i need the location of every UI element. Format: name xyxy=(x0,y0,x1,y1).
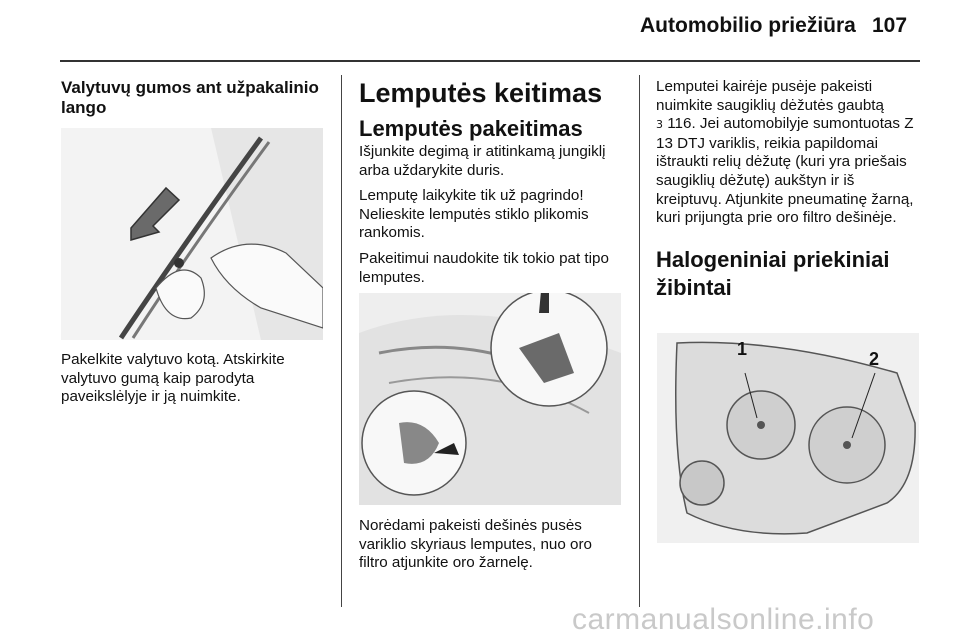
column-1 xyxy=(61,78,327,118)
engine-bay-relay-box-illustration-icon xyxy=(359,293,621,505)
column-2-caption xyxy=(359,517,621,580)
page-reference-number[interactable]: 116 xyxy=(667,115,692,133)
column-1-caption xyxy=(61,351,327,414)
page-reference-arrow-icon: 3 xyxy=(656,118,663,132)
column-divider-1 xyxy=(341,75,342,607)
headlamp-rear-illustration-icon xyxy=(657,333,919,543)
paragraph-same-type: Pakeitimui naudokite tik tokio pat tipo lemputes. xyxy=(359,249,609,286)
paragraph-ignition: Išjunkite degimą ir atitinkamą jungiklį arba uždarykite duris. xyxy=(359,143,606,179)
paragraph-left-bulb xyxy=(656,78,924,228)
paragraph-hold-bulb: Lemputę laikykite tik už pagrindo! Nelieskite lemputės stiklo plikomis rankomis. xyxy=(359,187,589,242)
column-3 xyxy=(656,78,924,302)
column-divider-2 xyxy=(639,75,640,607)
section-heading-bulb-replacement: Lemputės keitimas xyxy=(359,78,603,108)
paragraph-left-bulb-text: Lemputei kairėje pusėje pakeisti nuimkite saugiklių dėžutės gaubtą xyxy=(656,78,884,114)
page-header-title: Automobilio priežiūra xyxy=(640,14,856,37)
paragraph-left-bulb-rest: . Jei automobilyje sumontuotas Z 13 DTJ variklis, reikia papildomai ištraukti relių dėžutę (kuri yra priešais saugiklių dėžutę) aukštyn ir iš kreiptuvų. Atjunkite pneumatinę žarną, kuri prijungta prie oro filtro dešinėje. xyxy=(656,115,914,227)
watermark: carmanualsonline.info xyxy=(572,603,875,636)
page-number: 107 xyxy=(872,14,908,37)
column-2 xyxy=(359,78,627,294)
engine-bay-figure xyxy=(359,293,621,505)
headlamp-figure xyxy=(657,333,919,543)
callout-2: 2 xyxy=(869,349,880,369)
wiper-caption: Pakelkite valytuvo kotą. Atskirkite valytuvo gumą kaip parodyta paveikslėlyje ir ją nuimkite. xyxy=(61,351,285,406)
header-rule xyxy=(60,60,920,62)
wiper-removal-illustration-icon xyxy=(61,128,323,340)
callout-1: 1 xyxy=(737,339,748,359)
section-heading-halogen-headlamps: Halogeniniai priekiniai žibintai xyxy=(656,246,890,300)
section-heading-rear-wiper: Valytuvų gumos ant užpakalinio lango xyxy=(61,78,319,117)
subheading-bulb-change: Lemputės pakeitimas xyxy=(359,116,583,141)
engine-bay-caption: Norėdami pakeisti dešinės pusės variklio skyriaus lemputes, nuo oro filtro atjunkite oro žarnelę. xyxy=(359,517,592,572)
wiper-figure xyxy=(61,128,323,340)
